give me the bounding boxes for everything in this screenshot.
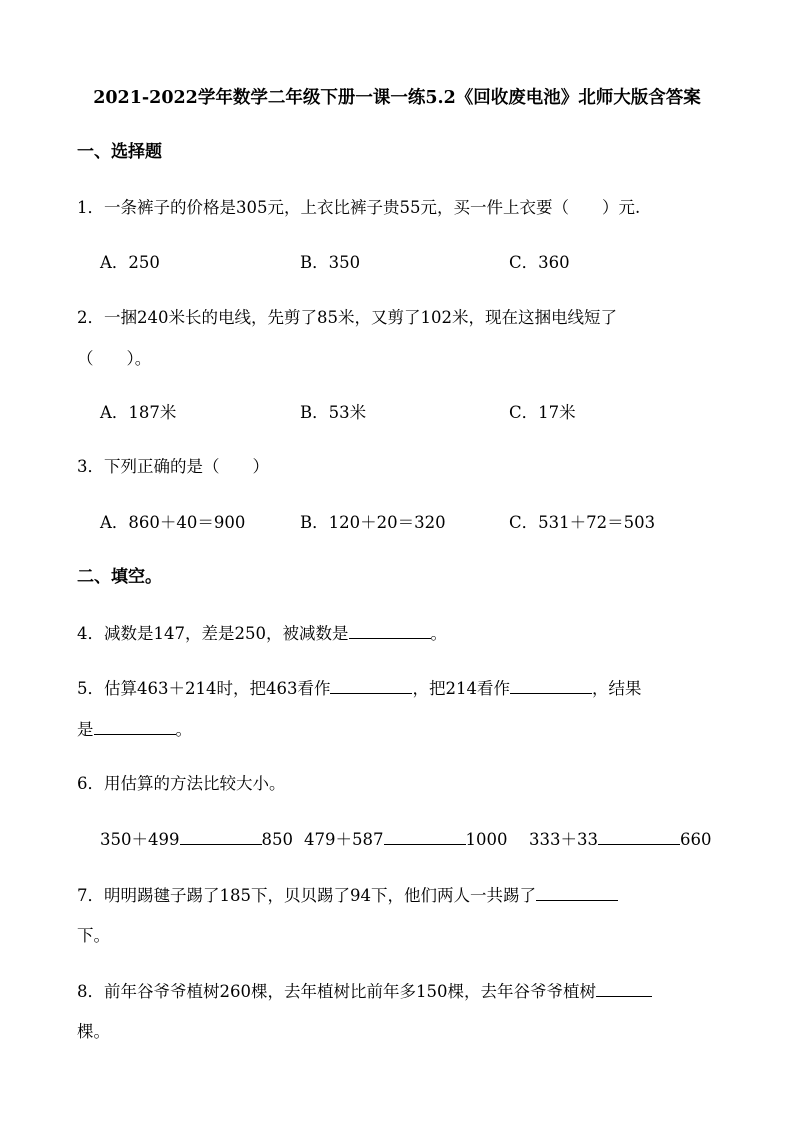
answer-blank-6c[interactable] <box>598 828 680 845</box>
question-1-option-b: B．350 <box>300 253 361 272</box>
answer-blank-5b[interactable] <box>510 677 592 694</box>
section-heading-fill-blank: 二、填空。 <box>77 567 162 587</box>
question-3-text: 3．下列正确的是（ ） <box>77 457 269 476</box>
question-4-text-after: 。 <box>430 624 447 643</box>
question-2-text-line-2: （ ）。 <box>77 349 152 368</box>
question-6-compare-3 <box>529 828 712 851</box>
question-8-line-1 <box>77 980 652 1003</box>
answer-blank-4[interactable] <box>349 622 431 639</box>
question-1-text: 1．一条裤子的价格是305元，上衣比裤子贵55元，买一件上衣要（ ）元. <box>77 198 641 217</box>
answer-blank-6b[interactable] <box>384 828 466 845</box>
question-2-text-line-1: 2．一捆240米长的电线，先剪了85米，又剪了102米，现在这捆电线短了 <box>77 308 617 327</box>
question-2-option-b: B．53米 <box>300 403 367 422</box>
document-title: 2021-2022学年数学二年级下册一课一练5.2《回收废电池》北师大版含答案 <box>93 88 701 108</box>
compare-3-left: 333＋33 <box>529 830 598 849</box>
question-5-text-part-3: ，结果 <box>591 679 642 698</box>
question-5-line-2 <box>77 718 192 741</box>
question-5-text-part-4: 是 <box>77 720 94 739</box>
compare-2-left: 479＋587 <box>304 830 384 849</box>
question-5-text-part-2: ，把214看作 <box>412 679 510 698</box>
question-1-option-c: C．360 <box>509 253 570 272</box>
section-heading-choice: 一、选择题 <box>77 142 162 162</box>
question-3-option-b: B．120＋20＝320 <box>300 513 446 532</box>
question-5-text-part-1: 5．估算463＋214时，把463看作 <box>77 679 331 698</box>
question-2-option-c: C．17米 <box>509 403 576 422</box>
question-2-option-a: A．187米 <box>100 403 177 422</box>
compare-1-left: 350＋499 <box>100 830 180 849</box>
compare-3-right: 660 <box>680 830 712 849</box>
question-6-compare-2 <box>304 828 508 851</box>
question-7-line-2: 下。 <box>77 926 110 945</box>
compare-1-right: 850 <box>261 830 293 849</box>
question-3-option-a: A．860＋40＝900 <box>100 513 246 532</box>
answer-blank-6a[interactable] <box>180 828 262 845</box>
question-8-line-2: 棵。 <box>77 1022 110 1041</box>
answer-blank-5c[interactable] <box>94 718 176 735</box>
compare-2-right: 1000 <box>465 830 508 849</box>
answer-blank-5a[interactable] <box>330 677 412 694</box>
answer-blank-7[interactable] <box>536 884 618 901</box>
question-6-text: 6．用估算的方法比较大小。 <box>77 774 286 793</box>
question-7-text: 7．明明踢毽子踢了185下，贝贝踢了94下，他们两人一共踢了 <box>77 886 536 905</box>
question-8-text: 8．前年谷爷爷植树260棵，去年植树比前年多150棵，去年谷爷爷植树 <box>77 982 596 1001</box>
question-6-compare-1 <box>100 828 293 851</box>
question-3-option-c: C．531＋72＝503 <box>509 513 656 532</box>
answer-blank-8[interactable] <box>596 980 652 997</box>
question-7-line-1 <box>77 884 618 907</box>
question-4-text-before: 4．减数是147，差是250，被减数是 <box>77 624 349 643</box>
question-1-option-a: A．250 <box>100 253 160 272</box>
question-5-line-1 <box>77 677 641 700</box>
question-4-line <box>77 622 447 645</box>
question-5-text-part-5: 。 <box>175 720 192 739</box>
